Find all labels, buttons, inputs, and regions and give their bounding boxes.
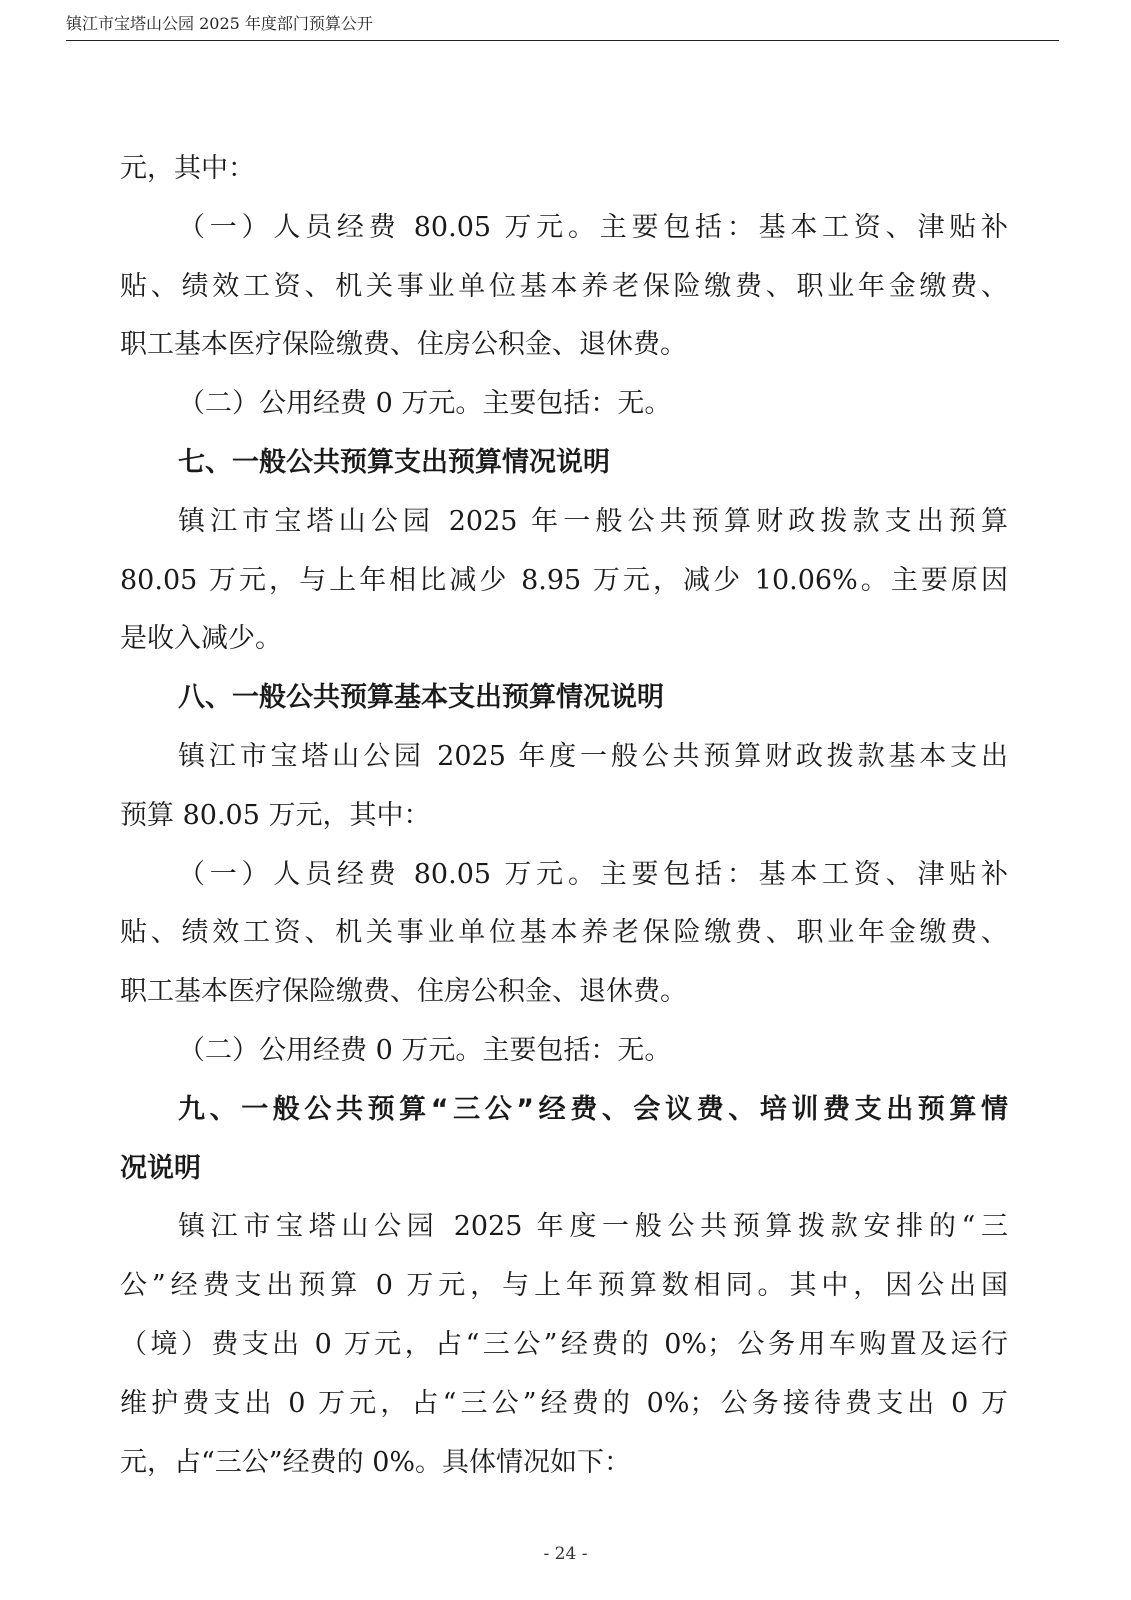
paragraph-line: 是收入减少。 bbox=[120, 623, 282, 655]
paragraph-line: （境）费支出 0 万元，占“三公”经费的 0%；公务用车购置及运行 bbox=[120, 1328, 1008, 1360]
paragraph-line: 镇江市宝塔山公园 2025 年一般公共预算财政拨款支出预算 bbox=[178, 505, 1008, 537]
paragraph-line: （二）公用经费 0 万元。主要包括：无。 bbox=[178, 1034, 672, 1066]
paragraph-line: （一）人员经费 80.05 万元。主要包括：基本工资、津贴补 bbox=[178, 211, 1008, 243]
paragraph-line: 公”经费支出预算 0 万元，与上年预算数相同。其中，因公出国 bbox=[120, 1270, 1008, 1302]
paragraph-line: 元，其中： bbox=[120, 153, 255, 184]
running-header: 镇江市宝塔山公园 2025 年度部门预算公开 bbox=[66, 14, 373, 33]
paragraph-line: （一）人员经费 80.05 万元。主要包括：基本工资、津贴补 bbox=[178, 858, 1008, 890]
paragraph-line: 镇江市宝塔山公园 2025 年度一般公共预算拨款安排的“三 bbox=[178, 1211, 1008, 1243]
document-body bbox=[120, 140, 1008, 1492]
paragraph-line: 元，占“三公”经费的 0%。具体情况如下： bbox=[120, 1446, 632, 1478]
section-heading: 九、一般公共预算“三公”经费、会议费、培训费支出预算情 bbox=[178, 1093, 1008, 1125]
paragraph-line: 贴、绩效工资、机关事业单位基本养老保险缴费、职业年金缴费、 bbox=[120, 270, 1008, 302]
paragraph-line: 职工基本医疗保险缴费、住房公积金、退休费。 bbox=[120, 329, 687, 361]
paragraph-line: 镇江市宝塔山公园 2025 年度一般公共预算财政拨款基本支出 bbox=[178, 740, 1008, 772]
header-rule bbox=[66, 40, 1059, 41]
page-number: - 24 - bbox=[543, 1544, 588, 1564]
paragraph-line: 维护费支出 0 万元，占“三公”经费的 0%；公务接待费支出 0 万 bbox=[120, 1387, 1008, 1419]
section-heading: 八、一般公共预算基本支出预算情况说明 bbox=[178, 682, 664, 714]
paragraph-line: 贴、绩效工资、机关事业单位基本养老保险缴费、职业年金缴费、 bbox=[120, 917, 1008, 949]
paragraph-line: 预算 80.05 万元，其中： bbox=[120, 799, 431, 831]
section-heading: 七、一般公共预算支出预算情况说明 bbox=[178, 446, 610, 478]
paragraph-line: （二）公用经费 0 万元。主要包括：无。 bbox=[178, 388, 672, 420]
section-heading: 况说明 bbox=[120, 1152, 201, 1184]
paragraph-line: 职工基本医疗保险缴费、住房公积金、退休费。 bbox=[120, 976, 687, 1008]
paragraph-line: 80.05 万元，与上年相比减少 8.95 万元，减少 10.06%。主要原因 bbox=[120, 564, 1008, 596]
